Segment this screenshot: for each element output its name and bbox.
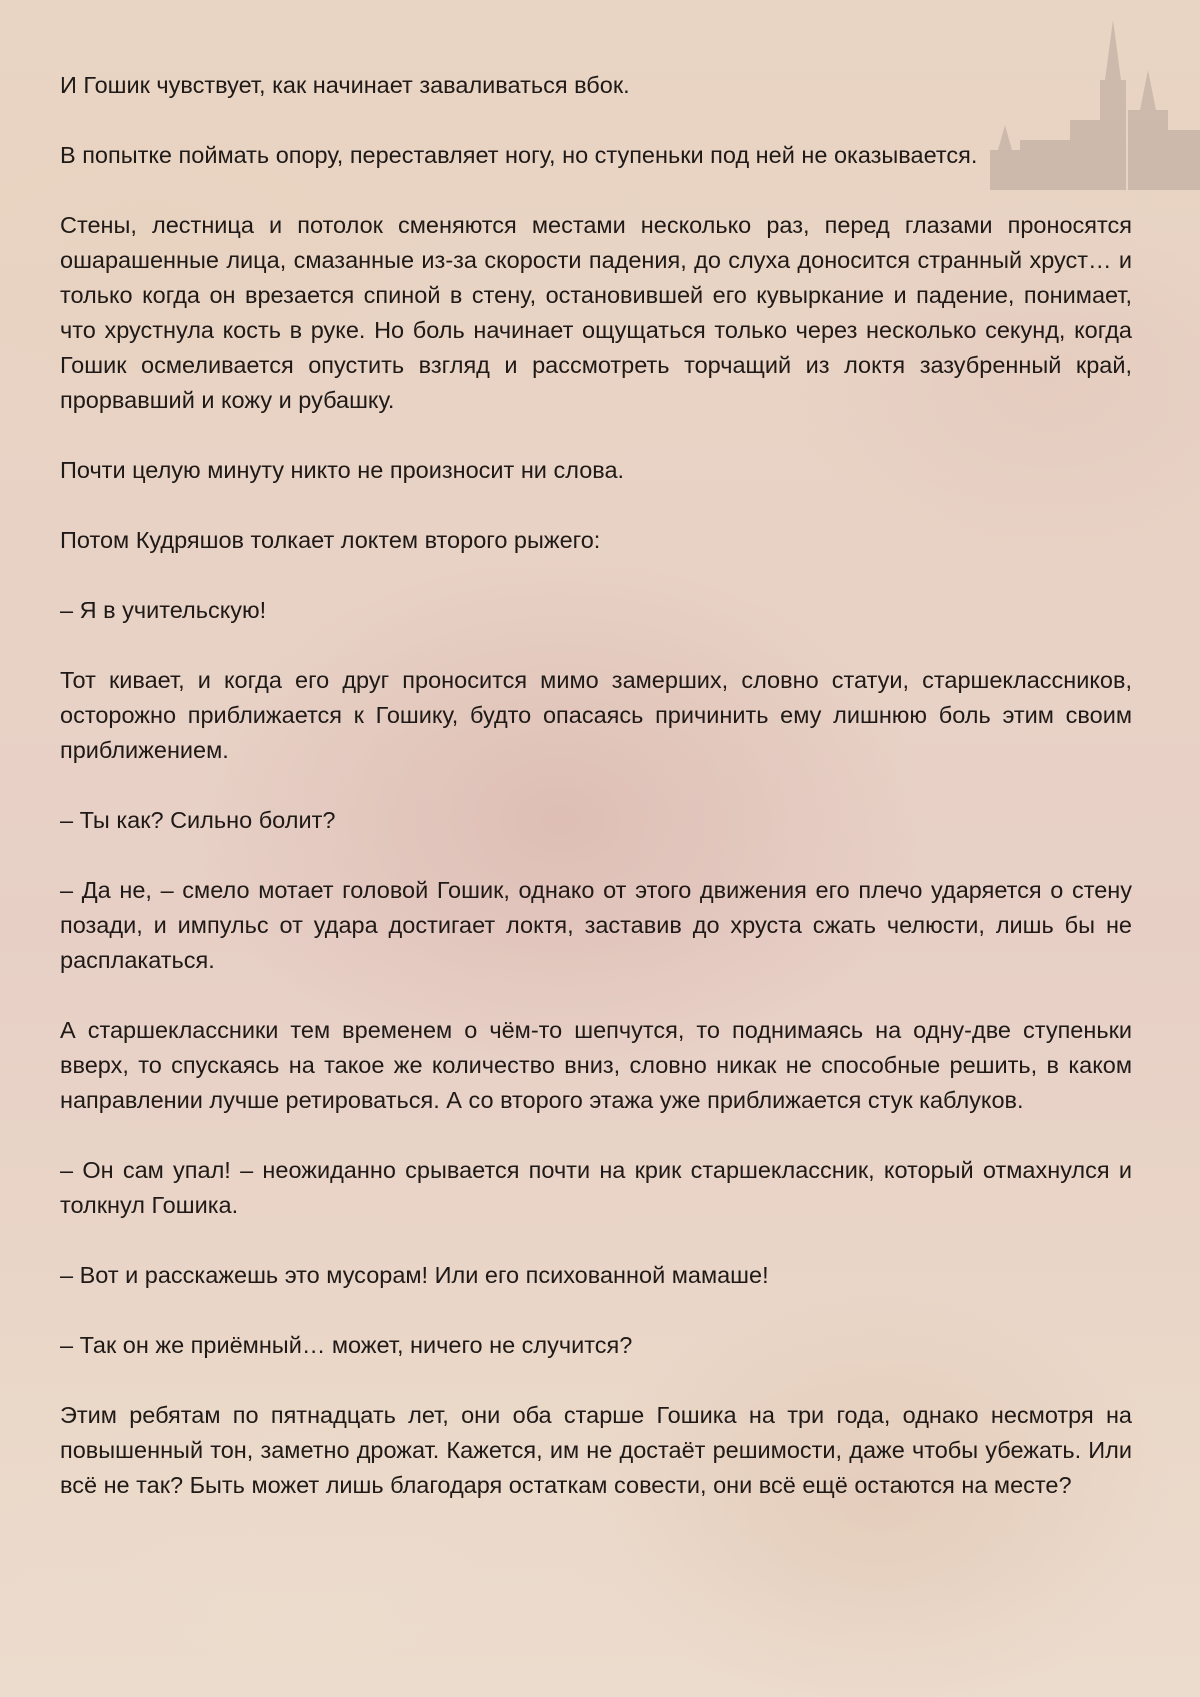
paragraph: В попытке поймать опору, переставляет ногу, но ступеньки под ней не оказывается.	[60, 142, 978, 168]
paragraph: – Да не, – смело мотает головой Гошик, однако от этого движения его плечо ударяется о стену позади, и импульс от удара достигает локтя, заставив до хруста сжать челюсти, лишь бы не расплакаться.	[60, 877, 1132, 973]
paragraph: – Так он же приёмный… может, ничего не случится?	[60, 1332, 633, 1358]
paragraph: Почти целую минуту никто не произносит ни слова.	[60, 457, 625, 483]
paragraph: – Ты как? Сильно болит?	[60, 807, 336, 833]
paragraph: И Гошик чувствует, как начинает заваливаться вбок.	[60, 72, 630, 98]
paragraph: – Вот и расскажешь это мусорам! Или его психованной мамаше!	[60, 1262, 769, 1288]
paragraph: – Он сам упал! – неожиданно срывается почти на крик старшеклассник, который отмахнулся и толкнул Гошика.	[60, 1157, 1132, 1218]
paragraph: Тот кивает, и когда его друг проносится мимо замерших, словно статуи, старшеклассников, осторожно приближается к Гошику, будто опасаясь причинить ему лишнюю боль этим своим приближением.	[60, 667, 1132, 763]
paragraph: – Я в учительскую!	[60, 597, 267, 623]
paragraph: Этим ребятам по пятнадцать лет, они оба старше Гошика на три года, однако несмотря на повышенный тон, заметно дрожат. Кажется, им не достаёт решимости, даже чтобы убежать. Или всё не так? Быть может лишь благодаря остаткам совести, они всё ещё остаются на месте?	[60, 1402, 1132, 1498]
paragraph: А старшеклассники тем временем о чём-то шепчутся, то поднимаясь на одну-две ступеньки вверх, то спускаясь на такое же количество вниз, словно никак не способные решить, в каком направлении лучше ретироваться. А со второго этажа уже приближается стук каблуков.	[60, 1017, 1132, 1113]
paragraph: Потом Кудряшов толкает локтем второго рыжего:	[60, 527, 601, 553]
paragraph: Стены, лестница и потолок сменяются местами несколько раз, перед глазами проносятся ошарашенные лица, смазанные из-за скорости падения, до слуха доносится странный хруст… и только когда он врезается спиной в стену, остановившей его кувыркание и падение, понимает, что хрустнула кость в руке. Но боль начинает ощущаться только через несколько секунд, когда Гошик осмеливается опустить взгляд и рассмотреть торчащий из локтя зазубренный край, прорвавший и кожу и рубашку.	[60, 212, 1132, 413]
story-text	[60, 68, 1132, 1538]
